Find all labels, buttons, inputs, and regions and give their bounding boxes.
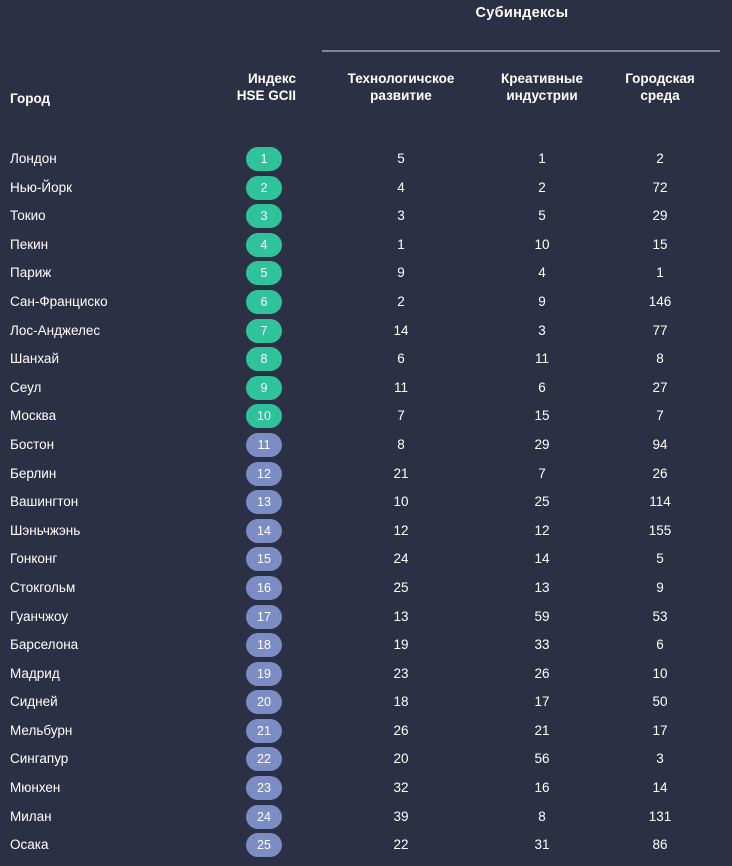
rank-badge bbox=[246, 490, 282, 514]
cell-city: Лондон bbox=[10, 151, 57, 166]
cell-urban: 77 bbox=[652, 322, 668, 338]
cell-urban: 3 bbox=[656, 751, 664, 767]
column-header-creative-line2: индустрии bbox=[506, 88, 578, 103]
rank-badge bbox=[246, 662, 282, 686]
cell-tech: 12 bbox=[393, 522, 409, 538]
cell-tech: 13 bbox=[393, 608, 409, 624]
rank-value: 24 bbox=[246, 805, 282, 829]
cell-city: Сидней bbox=[10, 694, 58, 710]
cell-urban: 86 bbox=[652, 837, 668, 853]
rank-badge bbox=[246, 576, 282, 600]
cell-city: Осака bbox=[10, 837, 49, 853]
rank-badge bbox=[246, 319, 282, 343]
table-row bbox=[0, 517, 732, 546]
rank-value: 23 bbox=[246, 776, 282, 800]
rank-badge bbox=[246, 261, 282, 285]
cell-city: Берлин bbox=[10, 465, 57, 481]
rank-value: 18 bbox=[246, 633, 282, 657]
cell-urban: 6 bbox=[656, 637, 664, 653]
column-header-urban-line1: Городская bbox=[625, 71, 695, 86]
cell-urban: 131 bbox=[648, 808, 672, 824]
cell-creative: 7 bbox=[538, 465, 546, 481]
cell-urban: 53 bbox=[652, 608, 668, 624]
table-row bbox=[0, 374, 732, 403]
rank-value: 9 bbox=[246, 376, 282, 400]
rank-badge bbox=[246, 404, 282, 428]
cell-tech: 21 bbox=[393, 465, 409, 481]
cell-city: Мельбурн bbox=[10, 722, 73, 738]
cell-urban: 72 bbox=[652, 179, 668, 195]
column-header-creative bbox=[466, 70, 618, 104]
cell-city: Шанхай bbox=[10, 351, 59, 367]
table-row bbox=[0, 803, 732, 832]
column-header-tech bbox=[322, 70, 480, 104]
table-row bbox=[0, 717, 732, 746]
table-row bbox=[0, 745, 732, 774]
rank-value: 14 bbox=[246, 519, 282, 543]
cell-city: Бостон bbox=[10, 436, 55, 452]
table-row bbox=[0, 345, 732, 374]
cell-tech: 39 bbox=[393, 808, 409, 824]
rank-badge bbox=[246, 462, 282, 486]
column-header-index bbox=[196, 70, 332, 104]
cell-urban: 94 bbox=[652, 436, 668, 452]
cell-creative: 21 bbox=[534, 722, 550, 738]
rank-value: 21 bbox=[246, 719, 282, 743]
rank-value: 4 bbox=[246, 233, 282, 257]
cell-tech: 5 bbox=[397, 151, 405, 166]
cell-city: Милан bbox=[10, 808, 52, 824]
cell-urban: 14 bbox=[652, 780, 668, 796]
cell-creative: 6 bbox=[538, 379, 546, 395]
table-row bbox=[0, 259, 732, 288]
rank-badge bbox=[246, 376, 282, 400]
cell-urban: 8 bbox=[656, 351, 664, 367]
cell-urban: 26 bbox=[652, 465, 668, 481]
cell-city: Токио bbox=[10, 208, 46, 224]
table-row bbox=[0, 431, 732, 460]
cell-city: Гонконг bbox=[10, 551, 58, 567]
rank-badge bbox=[246, 633, 282, 657]
cell-city: Нью-Йорк bbox=[10, 179, 73, 195]
cell-tech: 10 bbox=[393, 494, 409, 510]
rank-value: 11 bbox=[246, 433, 282, 457]
cell-tech: 19 bbox=[393, 637, 409, 653]
cell-tech: 7 bbox=[397, 408, 405, 424]
rank-value: 15 bbox=[246, 547, 282, 571]
cell-creative: 15 bbox=[534, 408, 550, 424]
rank-value: 5 bbox=[246, 261, 282, 285]
cell-urban: 9 bbox=[656, 579, 664, 595]
cell-tech: 9 bbox=[397, 265, 405, 281]
cell-creative: 33 bbox=[534, 637, 550, 653]
table-row bbox=[0, 688, 732, 717]
cell-tech: 6 bbox=[397, 351, 405, 367]
cell-tech: 8 bbox=[397, 436, 405, 452]
cell-creative: 9 bbox=[538, 293, 546, 309]
cell-creative: 12 bbox=[534, 522, 550, 538]
subindexes-divider bbox=[322, 50, 720, 52]
cell-urban: 7 bbox=[656, 408, 664, 424]
cell-creative: 56 bbox=[534, 751, 550, 767]
cell-city: Вашингтон bbox=[10, 494, 79, 510]
rank-value: 19 bbox=[246, 662, 282, 686]
cell-creative: 26 bbox=[534, 665, 550, 681]
cell-city: Сингапур bbox=[10, 751, 69, 767]
rank-value: 13 bbox=[246, 490, 282, 514]
cell-urban: 146 bbox=[648, 293, 672, 309]
cell-tech: 23 bbox=[393, 665, 409, 681]
rank-value: 17 bbox=[246, 605, 282, 629]
column-header-creative-line1: Креативные bbox=[501, 71, 583, 86]
cell-city: Гуанчжоу bbox=[10, 608, 69, 624]
cell-tech: 32 bbox=[393, 780, 409, 796]
table-row bbox=[0, 288, 732, 317]
column-header-city: Город bbox=[10, 91, 51, 106]
rank-value: 6 bbox=[246, 290, 282, 314]
cell-creative: 25 bbox=[534, 494, 550, 510]
column-header-index-line2: HSE GCII bbox=[236, 88, 296, 103]
cell-urban: 50 bbox=[652, 694, 668, 710]
rank-badge bbox=[246, 605, 282, 629]
cell-city: Пекин bbox=[10, 236, 49, 252]
rank-value: 1 bbox=[246, 147, 282, 171]
cell-tech: 22 bbox=[393, 837, 409, 853]
rank-badge bbox=[246, 747, 282, 771]
rank-value: 8 bbox=[246, 347, 282, 371]
rank-badge bbox=[246, 833, 282, 857]
cell-tech: 18 bbox=[393, 694, 409, 710]
cell-tech: 26 bbox=[393, 722, 409, 738]
table-row bbox=[0, 631, 732, 660]
rank-badge bbox=[246, 233, 282, 257]
cell-creative: 4 bbox=[538, 265, 546, 281]
cell-tech: 4 bbox=[397, 179, 405, 195]
cell-city: Сеул bbox=[10, 379, 42, 395]
cell-tech: 1 bbox=[397, 236, 405, 252]
cell-creative: 8 bbox=[538, 808, 546, 824]
table-row bbox=[0, 231, 732, 260]
cell-creative: 13 bbox=[534, 579, 550, 595]
rank-badge bbox=[246, 433, 282, 457]
cell-urban: 17 bbox=[652, 722, 668, 738]
rank-value: 2 bbox=[246, 176, 282, 200]
column-header-tech-line2: развитие bbox=[370, 88, 432, 103]
rank-value: 25 bbox=[246, 833, 282, 857]
cell-urban: 29 bbox=[652, 208, 668, 224]
cell-city: Мюнхен bbox=[10, 780, 61, 796]
cell-tech: 20 bbox=[393, 751, 409, 767]
cell-urban: 10 bbox=[652, 665, 668, 681]
cell-city: Сан-Франциско bbox=[10, 293, 108, 309]
rank-badge bbox=[246, 147, 282, 171]
cell-city: Мадрид bbox=[10, 665, 60, 681]
table-row bbox=[0, 174, 732, 203]
cell-tech: 11 bbox=[393, 379, 408, 395]
cell-creative: 59 bbox=[534, 608, 550, 624]
cell-urban: 1 bbox=[656, 265, 664, 281]
cell-urban: 155 bbox=[648, 522, 672, 538]
column-header-urban bbox=[600, 70, 720, 104]
table-row bbox=[0, 831, 732, 860]
cell-creative: 2 bbox=[538, 179, 546, 195]
cell-tech: 25 bbox=[393, 579, 409, 595]
cell-creative: 11 bbox=[534, 351, 549, 367]
rank-badge bbox=[246, 204, 282, 228]
column-header-urban-line2: среда bbox=[640, 88, 680, 103]
table-body bbox=[0, 145, 732, 860]
rank-badge bbox=[246, 176, 282, 200]
cell-creative: 10 bbox=[534, 236, 550, 252]
table-row bbox=[0, 574, 732, 603]
cell-city: Москва bbox=[10, 408, 57, 424]
cell-city: Барселона bbox=[10, 637, 79, 653]
rank-badge bbox=[246, 805, 282, 829]
rank-badge bbox=[246, 719, 282, 743]
rank-badge bbox=[246, 290, 282, 314]
cell-city: Париж bbox=[10, 265, 52, 281]
column-header-tech-line1: Технологичское bbox=[347, 71, 455, 86]
rank-badge bbox=[246, 690, 282, 714]
cell-urban: 114 bbox=[649, 494, 671, 510]
table-row bbox=[0, 488, 732, 517]
cell-urban: 27 bbox=[652, 379, 668, 395]
cell-tech: 14 bbox=[393, 322, 409, 338]
table-row bbox=[0, 660, 732, 689]
cell-city: Стокгольм bbox=[10, 579, 76, 595]
table-row bbox=[0, 774, 732, 803]
rank-badge bbox=[246, 547, 282, 571]
table-row bbox=[0, 202, 732, 231]
rank-value: 7 bbox=[246, 319, 282, 343]
table-row bbox=[0, 603, 732, 632]
rank-value: 20 bbox=[246, 690, 282, 714]
table-row bbox=[0, 545, 732, 574]
rank-value: 16 bbox=[246, 576, 282, 600]
rank-value: 3 bbox=[246, 204, 282, 228]
cell-city: Шэньчжэнь bbox=[10, 522, 81, 538]
rank-value: 10 bbox=[246, 404, 282, 428]
cell-creative: 29 bbox=[534, 436, 550, 452]
cell-tech: 3 bbox=[397, 208, 405, 224]
table-header-row bbox=[0, 62, 732, 110]
rank-badge bbox=[246, 776, 282, 800]
cell-creative: 31 bbox=[534, 837, 550, 853]
cell-urban: 15 bbox=[652, 236, 668, 252]
subindexes-title: Субиндексы bbox=[475, 5, 569, 21]
cell-creative: 14 bbox=[534, 551, 550, 567]
cell-creative: 1 bbox=[538, 151, 546, 166]
cell-creative: 17 bbox=[534, 694, 550, 710]
rank-badge bbox=[246, 347, 282, 371]
cell-tech: 2 bbox=[397, 293, 405, 309]
cell-creative: 3 bbox=[538, 322, 546, 338]
cell-city: Лос-Анджелес bbox=[10, 322, 101, 338]
column-header-index-line1: Индекс bbox=[247, 71, 296, 86]
table-row bbox=[0, 402, 732, 431]
rank-value: 12 bbox=[246, 462, 282, 486]
cell-urban: 2 bbox=[656, 151, 664, 166]
cell-urban: 5 bbox=[656, 551, 664, 567]
rank-badge bbox=[246, 519, 282, 543]
table-row bbox=[0, 145, 732, 174]
table-row bbox=[0, 317, 732, 346]
table-row bbox=[0, 460, 732, 489]
cell-tech: 24 bbox=[393, 551, 409, 567]
rank-value: 22 bbox=[246, 747, 282, 771]
cell-creative: 5 bbox=[538, 208, 546, 224]
cell-creative: 16 bbox=[534, 780, 550, 796]
